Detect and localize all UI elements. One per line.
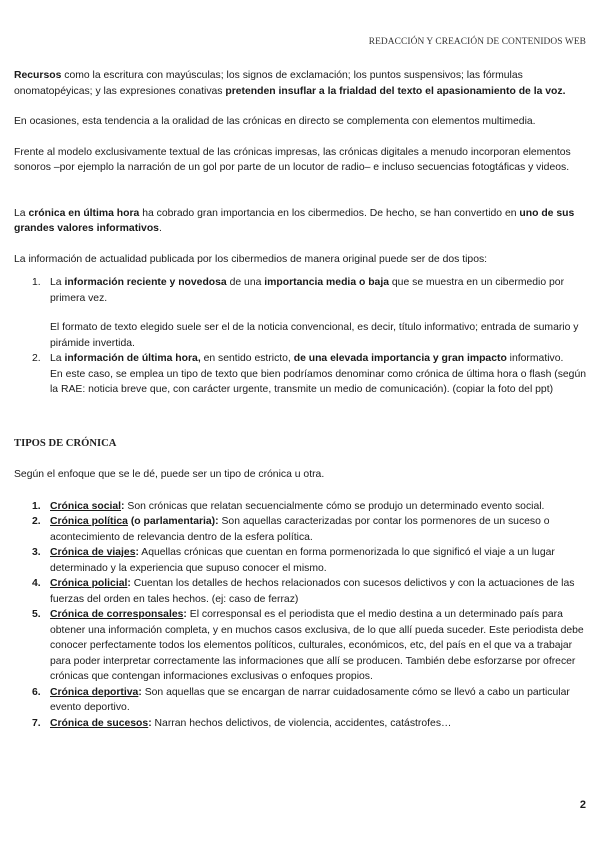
list-number: 7. (32, 717, 41, 729)
bold-text: : (138, 686, 142, 698)
paragraph-recursos (14, 68, 586, 99)
text: que se muestra en un cibermedio por primera vez. (50, 277, 565, 304)
list-item-text (50, 576, 586, 607)
bold-text: de una elevada importancia y gran impacto (293, 353, 507, 364)
text: Son crónicas que relatan secuencialmente cómo se produjo un determinado evento social. (124, 500, 545, 512)
text: . (158, 223, 162, 234)
list-item-note: En este caso, se emplea un tipo de texto que bien podríamos denominar como crónica de última hora o flash (según la RAE: noticia breve que, con carácter urgente, transmite un medio de comunicación). (copiar la foto del ppt) (50, 368, 587, 395)
list-item-text (50, 275, 586, 306)
list-item (14, 685, 586, 716)
text: Son aquellas caracterizadas por contar los pormenores de un suceso o acontecimiento de relevancia dentro de la esfera política. (50, 516, 550, 543)
list-item-text (50, 514, 586, 545)
paragraph-ultima-hora (14, 206, 586, 237)
bold-text: : (183, 609, 187, 620)
list-item (14, 607, 586, 685)
list-item-note: El formato de texto elegido suele ser el de la noticia convencional, es decir, título informativo; entrada de sumario y pirámide invertida. (50, 322, 579, 349)
bold-text: : (135, 547, 139, 558)
text: de una (226, 277, 265, 288)
list-number: 1. (32, 277, 41, 288)
text: El corresponsal es el periodista que el medio destina a un determinado país para obtener una información completa, y en muchos casos exclusiva, de lo que allí pueda suceder. Este periodista debe conocer perfectamente todos los elementos políticos, culturales, económicos, etc, del país en el que va a trabajar para poder interpretar correctamente las informaciones que allí se producen. También debe esforzarse por ofrecer crónicas que contengan informaciones exclusivas o enfoques propios. (50, 609, 584, 682)
text: Aquellas crónicas que cuentan en forma pormenorizada lo que significó el viaje a un lugar determinado y la experiencia que supuso conocer el mismo. (50, 547, 555, 574)
paragraph-tipos-informacion: La información de actualidad publicada por los cibermedios de manera original puede ser de dos tipos: (14, 253, 488, 265)
cronica-types-list (14, 499, 586, 732)
text: como la escritura con mayúsculas; los signos de exclamación; los puntos suspensivos; las fórmulas onomatopéyicas; y las expresiones conativas (14, 70, 523, 97)
bold-text: : (121, 500, 125, 512)
list-number: 5. (32, 609, 41, 620)
bold-text: crónica en última hora (28, 207, 140, 219)
paragraph-multimedia: En ocasiones, esta tendencia a la oralidad de las crónicas en directo se complementa con elementos multimedia. (14, 116, 536, 127)
list-item (14, 576, 586, 607)
list-number: 1. (32, 500, 41, 512)
paragraph-digital: Frente al modelo exclusivamente textual de las crónicas impresas, las crónicas digitales a menudo incorporan elementos sonoros –por ejemplo la narración de un gol por parte de un locutor de radio– e incluso secuencias fotogtáficas y videos. (14, 146, 571, 173)
running-header: REDACCIÓN Y CREACIÓN DE CONTENIDOS WEB (368, 37, 586, 47)
information-types-list (14, 275, 586, 398)
text: Son aquellas que se encargan de narrar cuidadosamente cómo se llevó a cabo un particular evento deportivo. (50, 686, 570, 713)
page-number: 2 (579, 799, 586, 811)
bold-text: : (148, 717, 152, 729)
list-item-text (50, 545, 586, 576)
list-item-text (50, 607, 586, 685)
bold-text: : (127, 578, 131, 589)
list-number: 4. (32, 578, 41, 589)
section-title: TIPOS DE CRÓNICA (14, 437, 117, 449)
term: Crónica policial (50, 578, 128, 589)
text: informativo. (506, 353, 564, 364)
paragraph-enfoque: Según el enfoque que se le dé, puede ser un tipo de crónica u otra. (14, 469, 325, 480)
list-item (14, 545, 586, 576)
list-item (14, 351, 586, 398)
page-content (14, 68, 586, 731)
list-item (14, 499, 586, 515)
bold-text: información reciente y novedosa (64, 277, 227, 288)
term: Crónica social (50, 500, 122, 512)
bold-text: Recursos (14, 70, 62, 81)
bold-text: (o parlamentaria): (127, 516, 219, 527)
list-item-text (50, 499, 586, 515)
list-item-text (50, 716, 586, 732)
text: Cuentan los detalles de hechos relacionados con sucesos delictivos y con la actuaciones de las fuerzas del orden en tales hechos. (ej: caso de ferraz) (50, 578, 575, 605)
list-number: 3. (32, 547, 41, 558)
list-item-text (50, 351, 586, 367)
text: La (14, 207, 29, 219)
term: Crónica de sucesos (50, 717, 149, 729)
term: Crónica de viajes (50, 547, 136, 558)
list-item-text (50, 685, 586, 716)
list-number: 2. (32, 516, 41, 527)
list-item (14, 514, 586, 545)
list-item (14, 716, 586, 732)
list-number: 6. (32, 686, 41, 698)
term: Crónica deportiva (50, 686, 139, 698)
text: La (50, 353, 65, 364)
term: Crónica política (50, 516, 128, 527)
text: en sentido estricto, (200, 353, 294, 364)
list-number: 2. (32, 353, 41, 364)
text: ha cobrado gran importancia en los cibermedios. De hecho, se han convertido en (139, 207, 520, 219)
bold-text: información de última hora, (64, 353, 201, 364)
bold-text: importancia media o baja (264, 277, 390, 288)
text: La (50, 277, 65, 288)
bold-text: pretenden insuflar a la frialdad del texto el apasionamiento de la voz. (225, 85, 566, 97)
list-item (14, 275, 586, 351)
text: Narran hechos delictivos, de violencia, accidentes, catástrofes… (151, 717, 452, 729)
bold-text: uno de sus grandes valores informativos (14, 207, 575, 234)
term: Crónica de corresponsales (50, 609, 184, 620)
